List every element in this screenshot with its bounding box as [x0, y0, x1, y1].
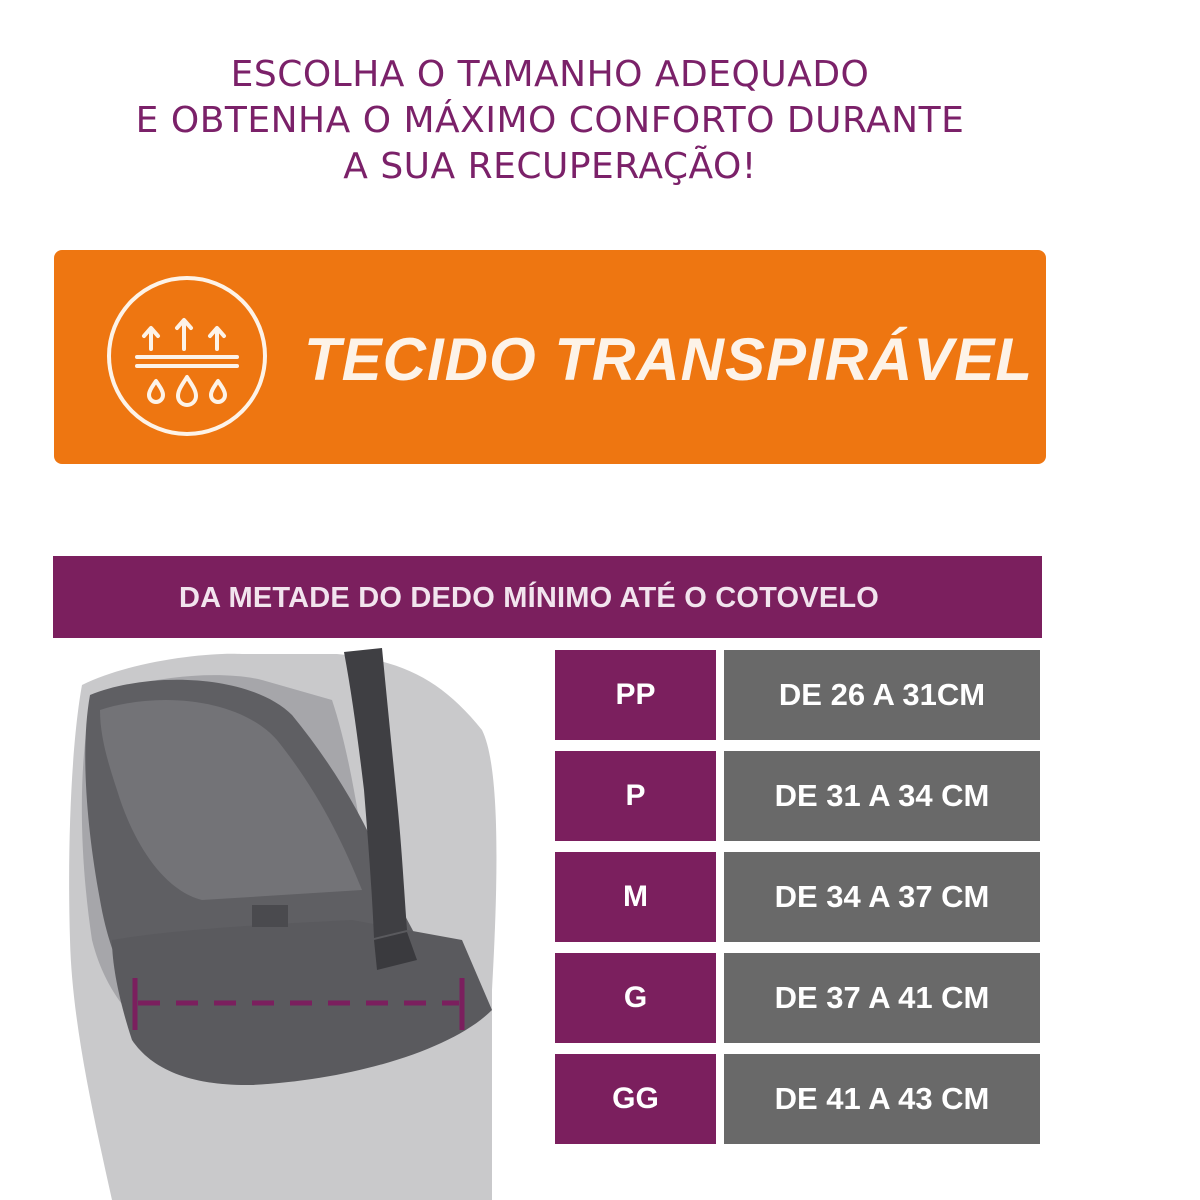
size-label: M — [555, 852, 716, 942]
headline-line-2: E OBTENHA O MÁXIMO CONFORTO DURANTE — [135, 100, 965, 141]
size-label: G — [555, 953, 716, 1043]
size-row-p — [555, 751, 1040, 841]
measurement-instruction-text: DA METADE DO DEDO MÍNIMO ATÉ O COTOVELO — [179, 582, 880, 614]
measurement-instruction-bar — [53, 556, 1042, 638]
breathable-fabric-icon — [104, 273, 270, 439]
headline — [0, 52, 1100, 190]
banner-title: TECIDO TRANSPIRÁVEL — [304, 326, 1034, 393]
size-row-g — [555, 953, 1040, 1043]
size-row-pp — [555, 650, 1040, 740]
headline-line-1: ESCOLHA O TAMANHO ADEQUADO — [230, 54, 870, 95]
size-range: DE 26 A 31CM — [724, 650, 1040, 740]
breathable-fabric-banner — [54, 250, 1046, 464]
size-range: DE 34 A 37 CM — [724, 852, 1040, 942]
arm-sling-illustration — [52, 640, 550, 1200]
headline-line-3: A SUA RECUPERAÇÃO! — [343, 146, 757, 187]
size-range: DE 37 A 41 CM — [724, 953, 1040, 1043]
size-label: P — [555, 751, 716, 841]
size-row-m — [555, 852, 1040, 942]
size-label: GG — [555, 1054, 716, 1144]
size-range: DE 31 A 34 CM — [724, 751, 1040, 841]
size-row-gg — [555, 1054, 1040, 1144]
size-label: PP — [555, 650, 716, 740]
size-range: DE 41 A 43 CM — [724, 1054, 1040, 1144]
